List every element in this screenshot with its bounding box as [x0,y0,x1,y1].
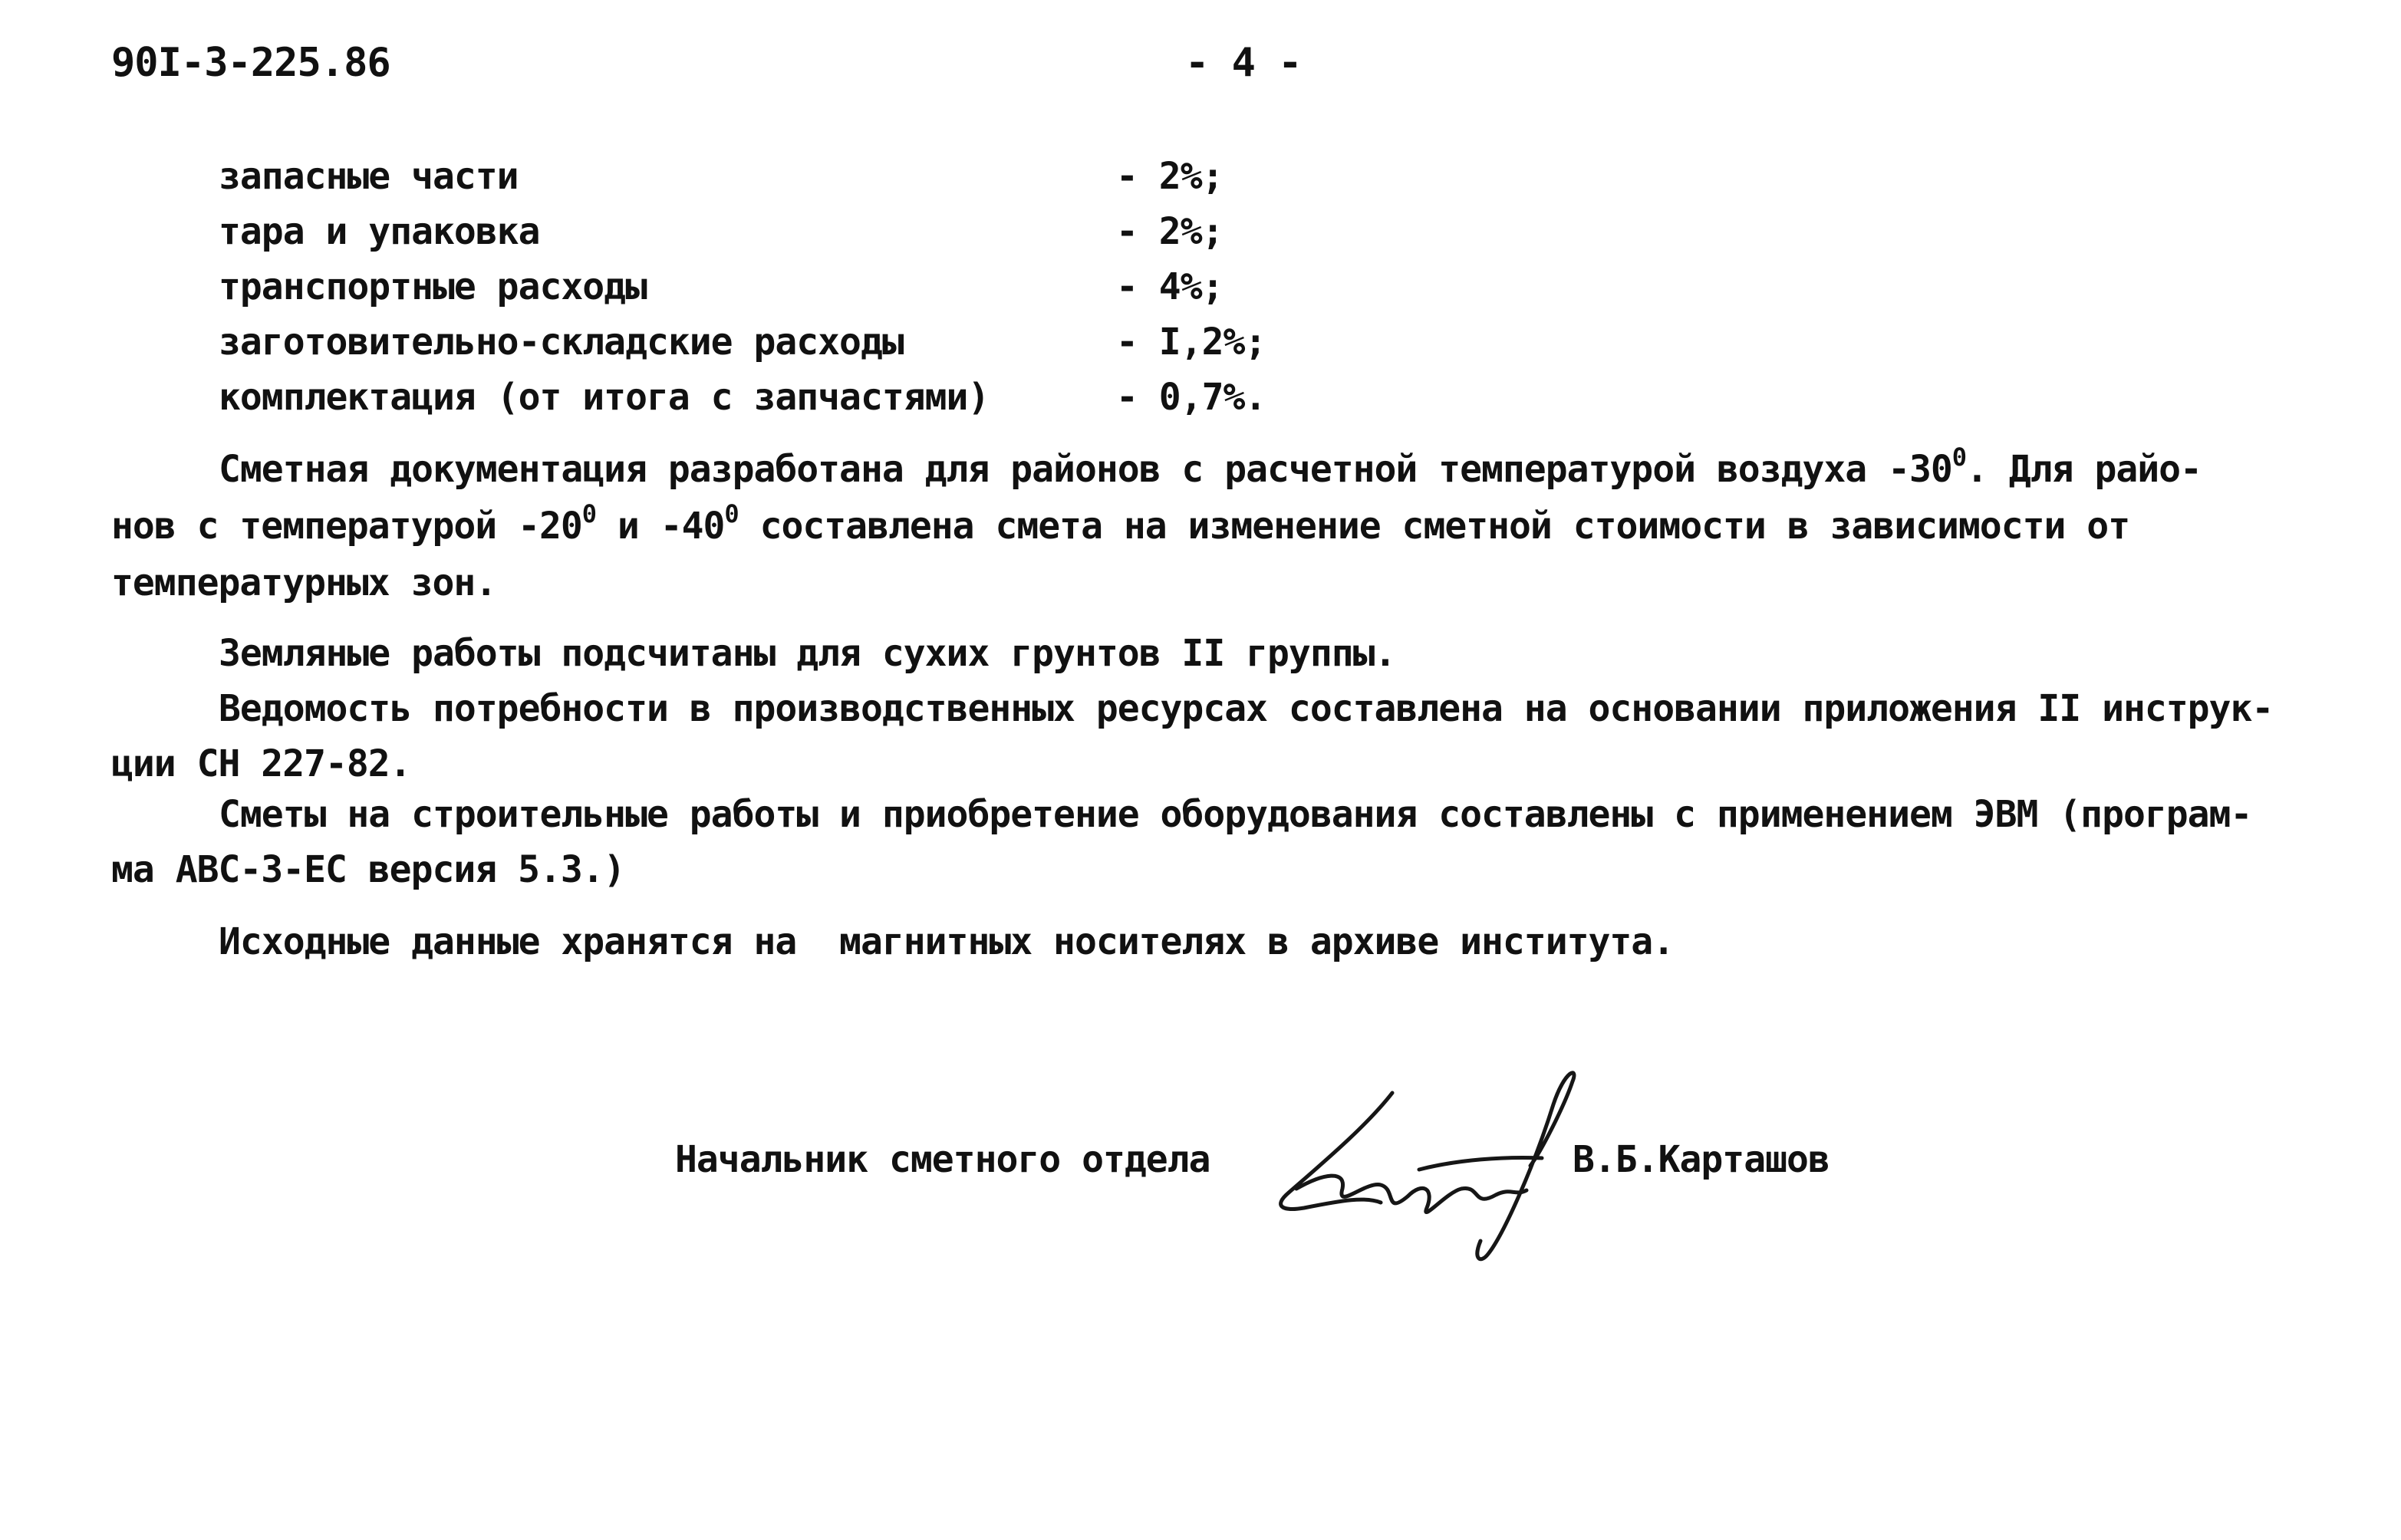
paragraph-line: температурных зон. [111,561,497,604]
paragraph-line [111,499,2130,549]
paragraph-text: и -40 [596,505,725,548]
paragraph-line: Земляные работы подсчитаны для сухих грунтов II группы. [219,632,1396,675]
paragraph-line [219,443,2202,492]
cost-item-value: - 2%; [1116,155,1224,198]
cost-item-value: - 4%; [1116,265,1224,308]
paragraph-line: ции СН 227-82. [111,742,411,785]
degree-sign: 0 [724,499,739,528]
cost-item-value: - I,2%; [1116,321,1266,364]
cost-item-value: - 0,7%. [1116,376,1266,419]
cost-item-label: запасные части [219,155,519,198]
paragraph-line: ма АВС-3-ЕС версия 5.3.) [111,848,625,891]
paragraph-line: Исходные данные хранятся на магнитных носителях в архиве института. [219,920,1675,963]
paragraph-text: нов с температурой -20 [111,505,582,548]
signatory-name: В.Б.Карташов [1573,1138,1830,1181]
cost-item-label: транспортные расходы [219,265,647,308]
paragraph-text: . Для райо- [1966,448,2202,491]
cost-item-value: - 2%; [1116,210,1224,253]
degree-sign: 0 [581,499,597,528]
signature-position-title: Начальник сметного отдела [675,1138,1210,1181]
page-number: - 4 - [1185,40,1302,86]
degree-sign: 0 [1951,443,1967,472]
paragraph-text: Сметная документация разработана для районов с расчетной температурой воздуха -30 [219,448,1952,491]
cost-item-label: заготовительно-складские расходы [219,321,904,364]
cost-item-label: комплектация (от итога с запчастями) [219,376,990,419]
document-code: 90I-3-225.86 [111,40,390,86]
handwritten-signature [1250,1058,1611,1288]
cost-item-label: тара и упаковка [219,210,540,253]
paragraph-line: Ведомость потребности в производственных ресурсах составлена на основании приложения II инструк- [219,687,2274,730]
paragraph-text: составлена смета на изменение сметной стоимости в зависимости от [738,505,2130,548]
paragraph-line: Сметы на строительные работы и приобретение оборудования составлены с применением ЭВМ (програм- [219,793,2252,836]
